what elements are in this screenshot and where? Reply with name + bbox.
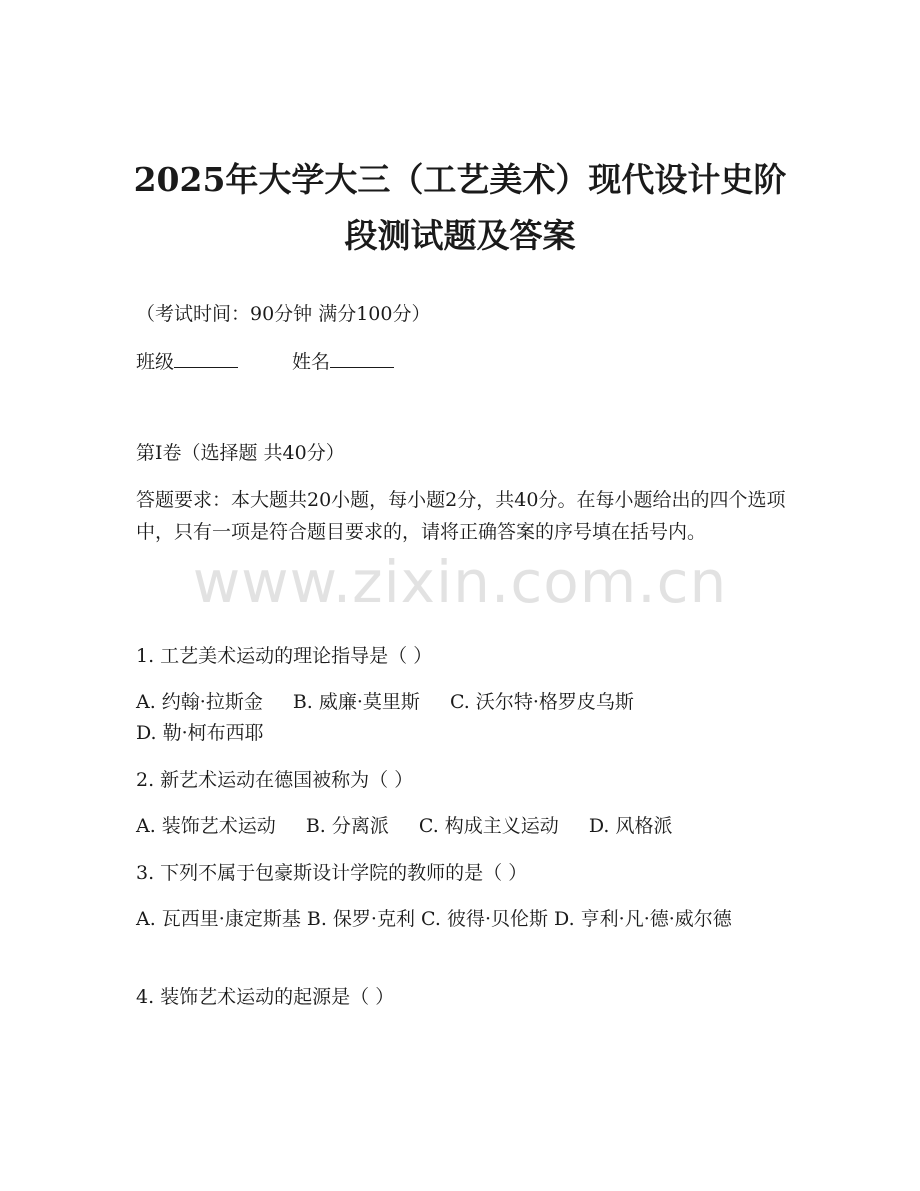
- question-2-stem: 2. 新艺术运动在德国被称为（ ）: [136, 769, 414, 791]
- section-instructions: 答题要求：本大题共20小题，每小题2分，共40分。在每小题给出的四个选项中，只有一项是符合题目要求的，请将正确答案的序号填在括号内。: [136, 489, 786, 543]
- question-3-stem: 3. 下列不属于包豪斯设计学院的教师的是（ ）: [136, 862, 528, 884]
- question-2-option-d: D. 风格派: [588, 815, 673, 837]
- student-fields: [136, 346, 786, 378]
- question-1-options-row-2: [136, 717, 786, 749]
- question-1-option-d: D. 勒·柯布西耶: [136, 722, 264, 744]
- document-title: [120, 152, 800, 264]
- question-4-stem: 4. 装饰艺术运动的起源是（ ）: [136, 986, 395, 1008]
- question-1-option-b: B. 威廉·莫里斯: [292, 691, 420, 713]
- question-2-option-c: C. 构成主义运动: [418, 815, 559, 837]
- question-1-option-a: A. 约翰·拉斯金: [136, 691, 263, 713]
- question-3-options: A. 瓦西里·康定斯基 B. 保罗·克利 C. 彼得·贝伦斯 D. 亨利·凡·德·威尔德: [136, 908, 732, 930]
- question-2-options: [136, 810, 786, 842]
- question-1-stem: 1. 工艺美术运动的理论指导是（ ）: [136, 645, 433, 667]
- name-label: 姓名: [292, 351, 331, 373]
- title-line-2: 段测试题及答案: [344, 216, 576, 255]
- section-heading: 第I卷（选择题 共40分）: [136, 442, 345, 464]
- question-1-options-row-1: [136, 686, 786, 718]
- question-2-option-a: A. 装饰艺术运动: [136, 815, 276, 837]
- title-line-1: 2025年大学大三（工艺美术）现代设计史阶: [133, 160, 787, 199]
- watermark: www.zixin.com.cn: [192, 548, 728, 616]
- question-1-option-c: C. 沃尔特·格罗皮乌斯: [449, 691, 634, 713]
- exam-info: （考试时间：90分钟 满分100分）: [136, 303, 431, 325]
- class-blank[interactable]: [174, 347, 238, 368]
- name-blank[interactable]: [330, 347, 394, 368]
- question-2-option-b: B. 分离派: [305, 815, 389, 837]
- class-label: 班级: [136, 351, 175, 373]
